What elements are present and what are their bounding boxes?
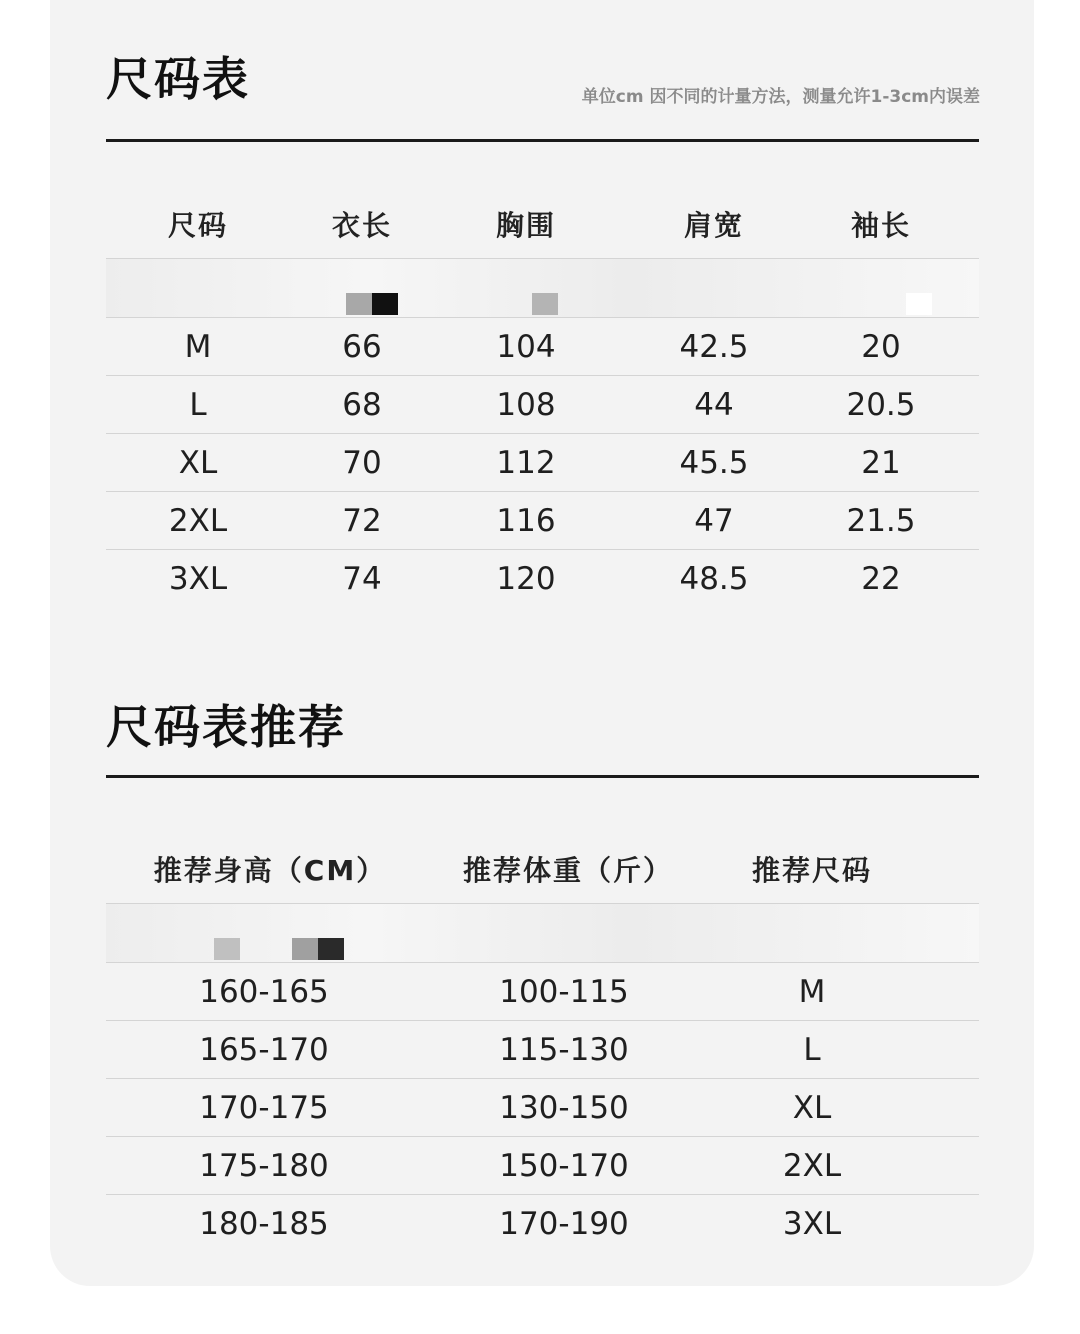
table-cell: 170-190: [499, 1205, 629, 1242]
header-sleeve: 袖长: [850, 209, 912, 242]
table-cell: 160-165: [199, 973, 329, 1010]
title-divider: [106, 775, 979, 778]
table-cell: 74: [342, 560, 382, 597]
header-weight: 推荐体重（斤）: [462, 854, 674, 887]
table-cell: L: [803, 1031, 821, 1068]
table-cell: 104: [496, 328, 556, 365]
table-cell: 68: [342, 386, 382, 423]
table-cell: 3XL: [168, 560, 228, 597]
table-cell: 21: [861, 444, 901, 481]
table-cell: 165-170: [199, 1031, 329, 1068]
header-recommended-size: 推荐尺码: [751, 854, 873, 887]
measurement-note: 单位cm 因不同的计量方法，测量允许1-3cm内误差: [581, 87, 980, 107]
table-cell: 20.5: [846, 386, 916, 423]
table-cell: 45.5: [679, 444, 749, 481]
header-length: 衣长: [331, 209, 393, 242]
header-chest: 胸围: [495, 209, 557, 242]
table-cell: 70: [342, 444, 382, 481]
obscured-row: [106, 259, 979, 317]
table-cell: 112: [496, 444, 556, 481]
table-cell: L: [189, 386, 207, 423]
table-cell: 3XL: [782, 1205, 842, 1242]
table-cell: 72: [342, 502, 382, 539]
table-row: [106, 963, 979, 1020]
table-cell: 66: [342, 328, 382, 365]
table-cell: 20: [861, 328, 901, 365]
table-cell: 116: [496, 502, 556, 539]
table-cell: 115-130: [499, 1031, 629, 1068]
recommend-table-header: [106, 835, 979, 903]
table-cell: 2XL: [782, 1147, 842, 1184]
recommend-table: [106, 835, 979, 1252]
table-cell: 120: [496, 560, 556, 597]
table-cell: 42.5: [679, 328, 749, 365]
table-row: [106, 492, 979, 549]
title-divider: [106, 139, 979, 142]
obscured-row: [106, 904, 979, 962]
table-row: [106, 434, 979, 491]
recommend-table-title: 尺码表推荐: [106, 700, 346, 754]
table-row: [106, 318, 979, 375]
table-cell: 108: [496, 386, 556, 423]
table-cell: 180-185: [199, 1205, 329, 1242]
table-cell: 22: [861, 560, 901, 597]
size-table-header: [106, 190, 979, 258]
size-table: [106, 190, 979, 607]
table-row: [106, 376, 979, 433]
table-row: [106, 1021, 979, 1078]
table-cell: 21.5: [846, 502, 916, 539]
table-cell: 150-170: [499, 1147, 629, 1184]
table-cell: 130-150: [499, 1089, 629, 1126]
header-size: 尺码: [167, 209, 229, 242]
header-height: 推荐身高（CM）: [153, 854, 387, 887]
table-cell: 47: [694, 502, 734, 539]
size-table-title: 尺码表: [106, 52, 250, 106]
table-cell: M: [798, 973, 826, 1010]
table-cell: M: [184, 328, 212, 365]
header-shoulder: 肩宽: [683, 209, 745, 242]
table-cell: XL: [178, 444, 218, 481]
table-cell: XL: [792, 1089, 832, 1126]
table-cell: 2XL: [168, 502, 228, 539]
table-cell: 175-180: [199, 1147, 329, 1184]
table-row: [106, 550, 979, 607]
table-row: [106, 1079, 979, 1136]
table-row: [106, 1195, 979, 1252]
table-cell: 170-175: [199, 1089, 329, 1126]
table-row: [106, 1137, 979, 1194]
table-cell: 100-115: [499, 973, 629, 1010]
table-cell: 44: [694, 386, 734, 423]
table-cell: 48.5: [679, 560, 749, 597]
